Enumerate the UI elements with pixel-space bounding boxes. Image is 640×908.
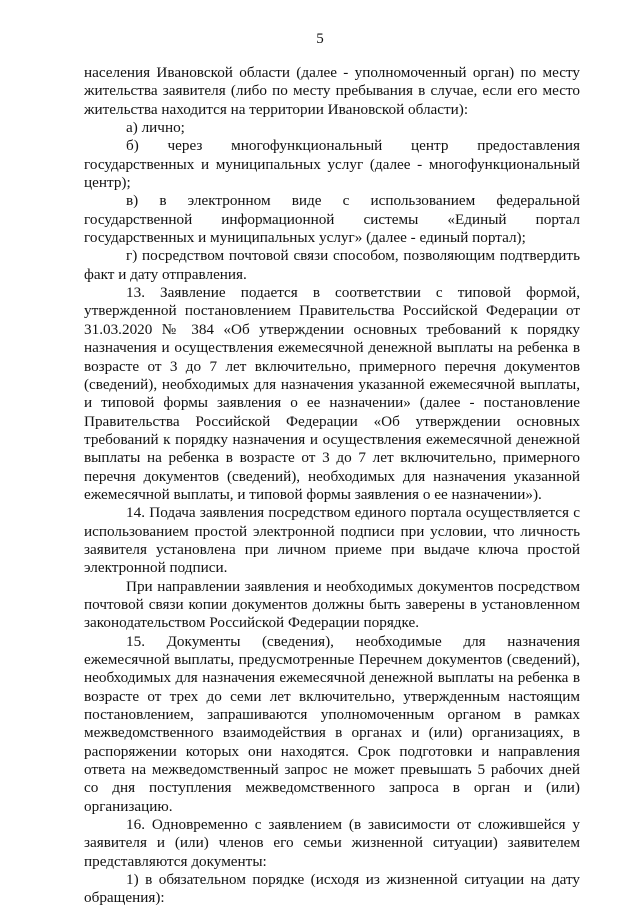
clause-13: 13. Заявление подается в соответствии с типовой формой, утвержденной постановлением Правительства Российской Федерации от 31.03.2020 № 384 «Об утверждении основных требований к порядку назначения и осуществления ежемесячной денежной выплаты на ребенка в возрасте от 3 до 7 лет включительно, примерного перечня документов (сведений), необходимых для назначения указанной ежемесячной выплаты, и типовой формы заявления о ее назначении» (далее - постановление Правительства Российской Федерации «Об утверждении основных требований к порядку назначения и осуществления ежемесячной денежной выплаты на ребенка в возрасте от 3 до 7 лет включительно, примерного перечня документов (сведений), необходимых для назначения указанной ежемесячной выплаты, и типовой формы заявления о ее назначении»). <box>84 284 580 503</box>
list-item-v: в) в электронном виде с использованием федеральной государственной информационной системы «Единый портал государственных и муниципальных услуг» (далее - единый портал); <box>84 192 580 247</box>
list-item-g: г) посредством почтовой связи способом, позволяющим подтвердить факт и дату отправления. <box>84 247 580 283</box>
clause-14-postal: При направлении заявления и необходимых документов посредством почтовой связи копии документов должны быть заверены в установленном законодательством Российской Федерации порядке. <box>84 577 580 632</box>
list-item-a: а) лично; <box>126 119 185 137</box>
clause-16: 16. Одновременно с заявлением (в зависимости от сложившейся у заявителя и (или) членов его семьи жизненной ситуации) заявителем представляются документы: <box>84 816 580 870</box>
list-item-b: б) через многофункциональный центр предоставления государственных и муниципальных услуг (далее - многофункциональный центр); <box>84 137 580 192</box>
clause-15: 15. Документы (сведения), необходимые для назначения ежемесячной выплаты, предусмотренные Перечнем документов (сведений), необходимых для назначения ежемесячной денежной выплаты на ребенка в возрасте от трех до семи лет включительно, утвержденным настоящим постановлением, запрашиваются уполномоченным органом в рамках межведомственного взаимодействия в органах и (или) организациях, в распоряжении которых они находятся. Срок подготовки и направления ответа на межведомственный запрос не может превышать 5 рабочих дней со дня поступления межведомственного запроса в орган и (или) организацию. <box>84 632 580 815</box>
page-number: 5 <box>316 31 324 47</box>
document-body <box>84 64 580 908</box>
clause-16-item-1: 1) в обязательном порядке (исходя из жизненной ситуации на дату обращения): <box>84 871 580 907</box>
clause-14: 14. Подача заявления посредством единого портала осуществляется с использованием простой электронной подписи при условии, что личность заявителя установлена при личном приеме при выдаче ключа простой электронной подписи. <box>84 504 580 577</box>
paragraph-continuation: населения Ивановской области (далее - уполномоченный орган) по месту жительства заявителя (либо по месту пребывания в случае, если его место жительства находится на территории Ивановской области): <box>84 64 580 118</box>
